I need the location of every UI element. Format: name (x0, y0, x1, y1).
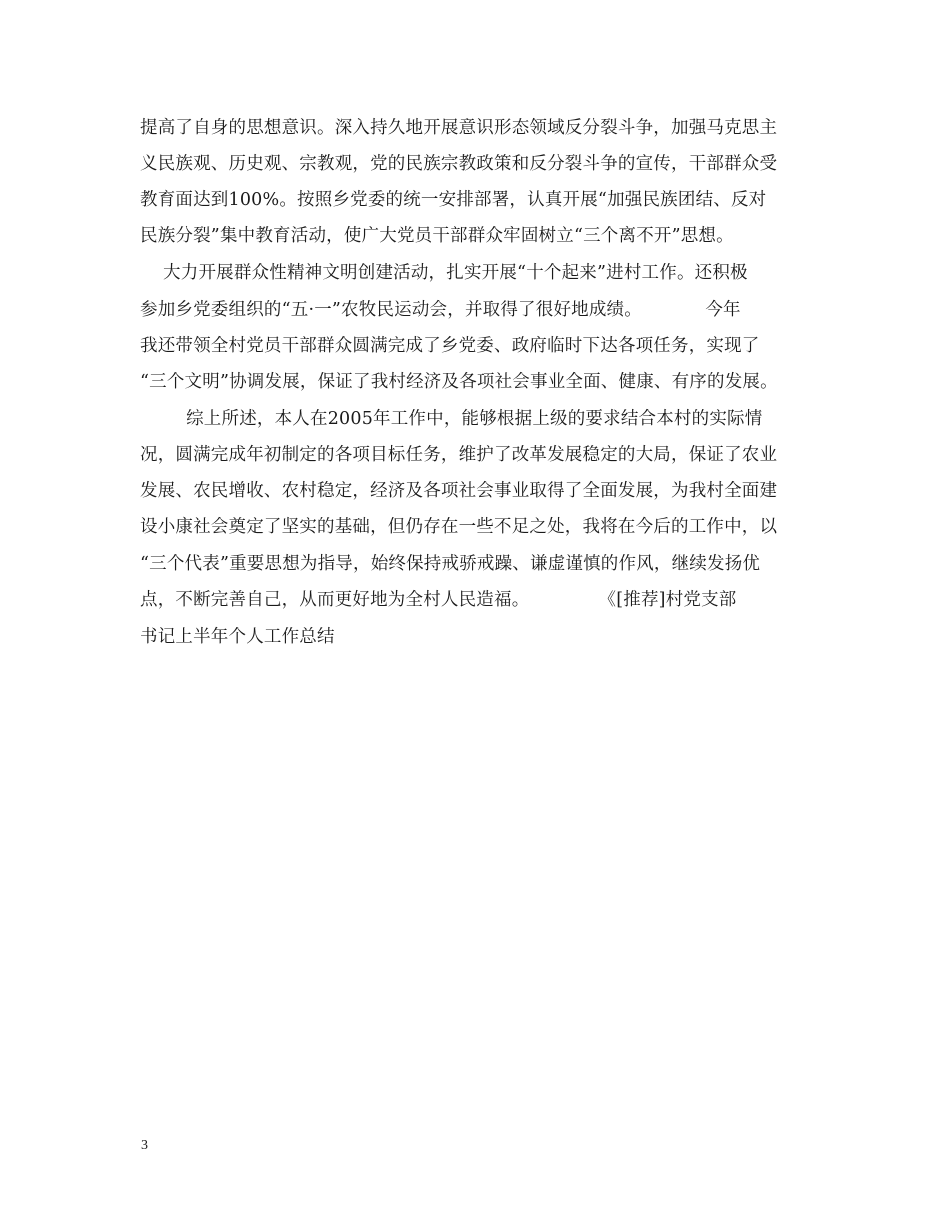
body-text-line: 大力开展群众性精神文明创建活动，扎实开展“十个起来”进村工作。还积极 (140, 263, 748, 283)
body-text-line: 教育面达到100%。按照乡党委的统一安排部署，认真开展“加强民族团结、反对 (140, 190, 767, 210)
body-text-line: 况，圆满完成年初制定的各项目标任务，维护了改革发展稳定的大局，保证了农业 (140, 445, 778, 465)
body-text-line: 提高了自身的思想意识。深入持久地开展意识形态领域反分裂斗争，加强马克思主 (140, 118, 778, 138)
body-text-line: 点，不断完善自己，从而更好地为全村人民造福。 《[推荐]村党支部 (140, 590, 737, 610)
body-text-line: 义民族观、历史观、宗教观，党的民族宗教政策和反分裂斗争的宣传，干部群众受 (140, 154, 778, 174)
body-text-line: “三个文明”协调发展，保证了我村经济及各项社会事业全面、健康、有序的发展。 (140, 372, 778, 392)
body-text-line: 发展、农民增收、农村稳定，经济及各项社会事业取得了全面发展，为我村全面建 (140, 481, 778, 501)
body-text-line: 书记上半年个人工作总结 (140, 627, 335, 647)
body-text-line: “三个代表”重要思想为指导，始终保持戒骄戒躁、谦虚谨慎的作风，继续发扬优 (140, 554, 761, 574)
page-number: 3 (141, 1138, 148, 1153)
body-text-line: 综上所述，本人在2005年工作中，能够根据上级的要求结合本村的实际情 (140, 409, 763, 429)
body-text-line: 我还带领全村党员干部群众圆满完成了乡党委、政府临时下达各项任务，实现了 (140, 336, 760, 356)
body-text-line: 设小康社会奠定了坚实的基础，但仍存在一些不足之处，我将在今后的工作中，以 (140, 517, 778, 537)
body-text-line: 民族分裂”集中教育活动，使广大党员干部群众牢固树立“三个离不开”思想。 (140, 226, 734, 246)
body-text-line: 参加乡党委组织的“五·一”农牧民运动会，并取得了很好地成绩。 今年 (140, 300, 741, 320)
